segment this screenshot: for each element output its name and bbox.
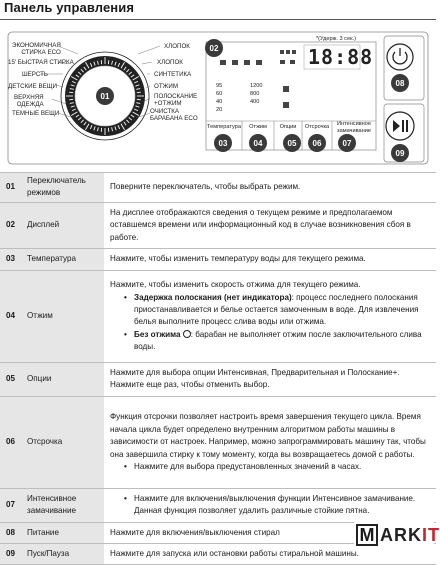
temperature-number-badge: 03 <box>214 134 232 152</box>
display-digits: 18:88 <box>308 45 373 69</box>
table-row: 07 Интенсивное замачивание • Нажмите для включения/выключения функции Интенсивное замачивание. Данная функция позволяет удалить различные стойкие пятна. <box>0 488 436 522</box>
page-title: Панель управления <box>4 0 134 15</box>
temp-95: 95 <box>216 83 222 90</box>
mode-label-rinse-spin: ПОЛОСКАНИЕ +ОТЖИМ <box>154 93 197 107</box>
table-row: 09 Пуск/Пауза Нажмите для запуска или остановки работы стиральной машины. <box>0 543 436 564</box>
mode-label-quick-15: 15' БЫСТРАЯ СТИРКА <box>8 59 74 66</box>
mode-label-cotton-2: ХЛОПОК <box>157 59 183 66</box>
table-row: 04 Отжим Нажмите, чтобы изменить скорость отжима для текущего режима. • Задержка полоскания (нет индикатора): процесс последнего полоскания приостанавливается и белье остается замоченным в воде. Для извлечения белья выполните процесс слива воды или отжима. • Без отжима : барабан не выполняет отжим после заключительного слива воды. <box>0 270 436 362</box>
table-row: 03 Температура Нажмите, чтобы изменить температуру воды для текущего режима. <box>0 248 436 270</box>
mode-label-wool: ШЕРСТЬ <box>22 71 48 78</box>
options-button[interactable]: Опции <box>274 124 302 131</box>
mode-label-dark: ТЕМНЫЕ ВЕЩИ <box>12 110 59 117</box>
mode-label-baby: ДЕТСКИЕ ВЕЩИ <box>8 83 57 90</box>
spin-button[interactable]: Отжим <box>242 124 274 131</box>
list-item: • Без отжима : барабан не выполняет отжим после заключительного слива воды. <box>110 329 432 354</box>
table-row: 08 Питание Нажмите для включения/выключения стирал <box>0 522 436 543</box>
display-number-badge: 02 <box>205 39 223 57</box>
soak-number-badge: 07 <box>338 134 356 152</box>
temp-40: 40 <box>216 99 222 106</box>
power-number-badge: 08 <box>391 74 409 92</box>
delay-number-badge: 06 <box>308 134 326 152</box>
intensive-soak-button[interactable]: Интенсивное замачивание <box>332 121 376 134</box>
pause-icon <box>402 120 404 132</box>
mode-label-synthetics: СИНТЕТИКА <box>154 71 191 78</box>
play-icon <box>393 120 400 132</box>
watermark-logo: M ARKIT <box>354 522 434 548</box>
list-item: • Задержка полоскания (нет индикатора): процесс последнего полоскания приостанавливается и белье остается замоченным в воде. Для извлечения белья выполните процесс слива воды или отжима. <box>110 292 432 329</box>
control-panel-illustration <box>0 28 436 168</box>
table-row: 06 Отсрочка Функция отсрочки позволяет настроить время завершения текущего цикла. Время начала цикла будет определено внутренним алгоритмом работы машины в зависимости от настроек. Например, можно запрограммировать машину так, чтобы она завершила стирку к тому моменту, когда вы возвращаетесь домой с работы. • Нажмите для выбора предустановленных значений в часах. <box>0 396 436 488</box>
temp-20: 20 <box>216 107 222 114</box>
start-number-badge: 09 <box>391 144 409 162</box>
spin-1200: 1200 <box>250 83 262 90</box>
mode-label-spin: ОТЖИМ <box>154 83 178 90</box>
display-hold-note: *(Удерж. 3 сек.) <box>316 36 356 43</box>
list-item: • Нажмите для включения/выключения функции Интенсивное замачивание. Данная функция позволяет удалить различные стойкие пятна. <box>110 493 432 518</box>
spin-800: 800 <box>250 91 259 98</box>
mode-label-cotton: ХЛОПОК <box>164 43 190 50</box>
controls-description-table <box>0 172 436 565</box>
mode-label-eco: ЭКОНОМИЧНАЯ СТИРКА ECO <box>12 42 61 56</box>
power-button <box>387 44 413 70</box>
spin-number-badge: 04 <box>249 134 267 152</box>
mode-label-outerwear: ВЕРХНЯЯ ОДЕЖДА <box>14 94 44 108</box>
temp-60: 60 <box>216 91 222 98</box>
delay-button[interactable]: Отсрочка <box>302 124 332 131</box>
table-row: 05 Опции Нажмите для выбора опции Интенсивная, Предварительная и Полоскание+. Нажмите еще раз, чтобы отменить выбор. <box>0 362 436 396</box>
table-row: 01 Переключатель режимов Поверните переключатель, чтобы выбрать режим. <box>0 173 436 203</box>
dial-number-badge: 01 <box>96 87 114 105</box>
no-spin-icon <box>183 330 191 338</box>
spin-400: 400 <box>250 99 259 106</box>
list-item: • Нажмите для выбора предустановленных значений в часах. <box>110 461 432 473</box>
options-number-badge: 05 <box>283 134 301 152</box>
title-divider <box>0 19 436 20</box>
mode-label-drum-clean: ОЧИСТКА БАРАБАНА ECO <box>150 108 198 122</box>
temperature-button[interactable]: Температура <box>206 124 242 131</box>
table-row: 02 Дисплей На дисплее отображаются сведения о текущем режиме и предполагаемом оставшемся времени или информационный код в случае возникновения сбоя в работе. <box>0 202 436 248</box>
